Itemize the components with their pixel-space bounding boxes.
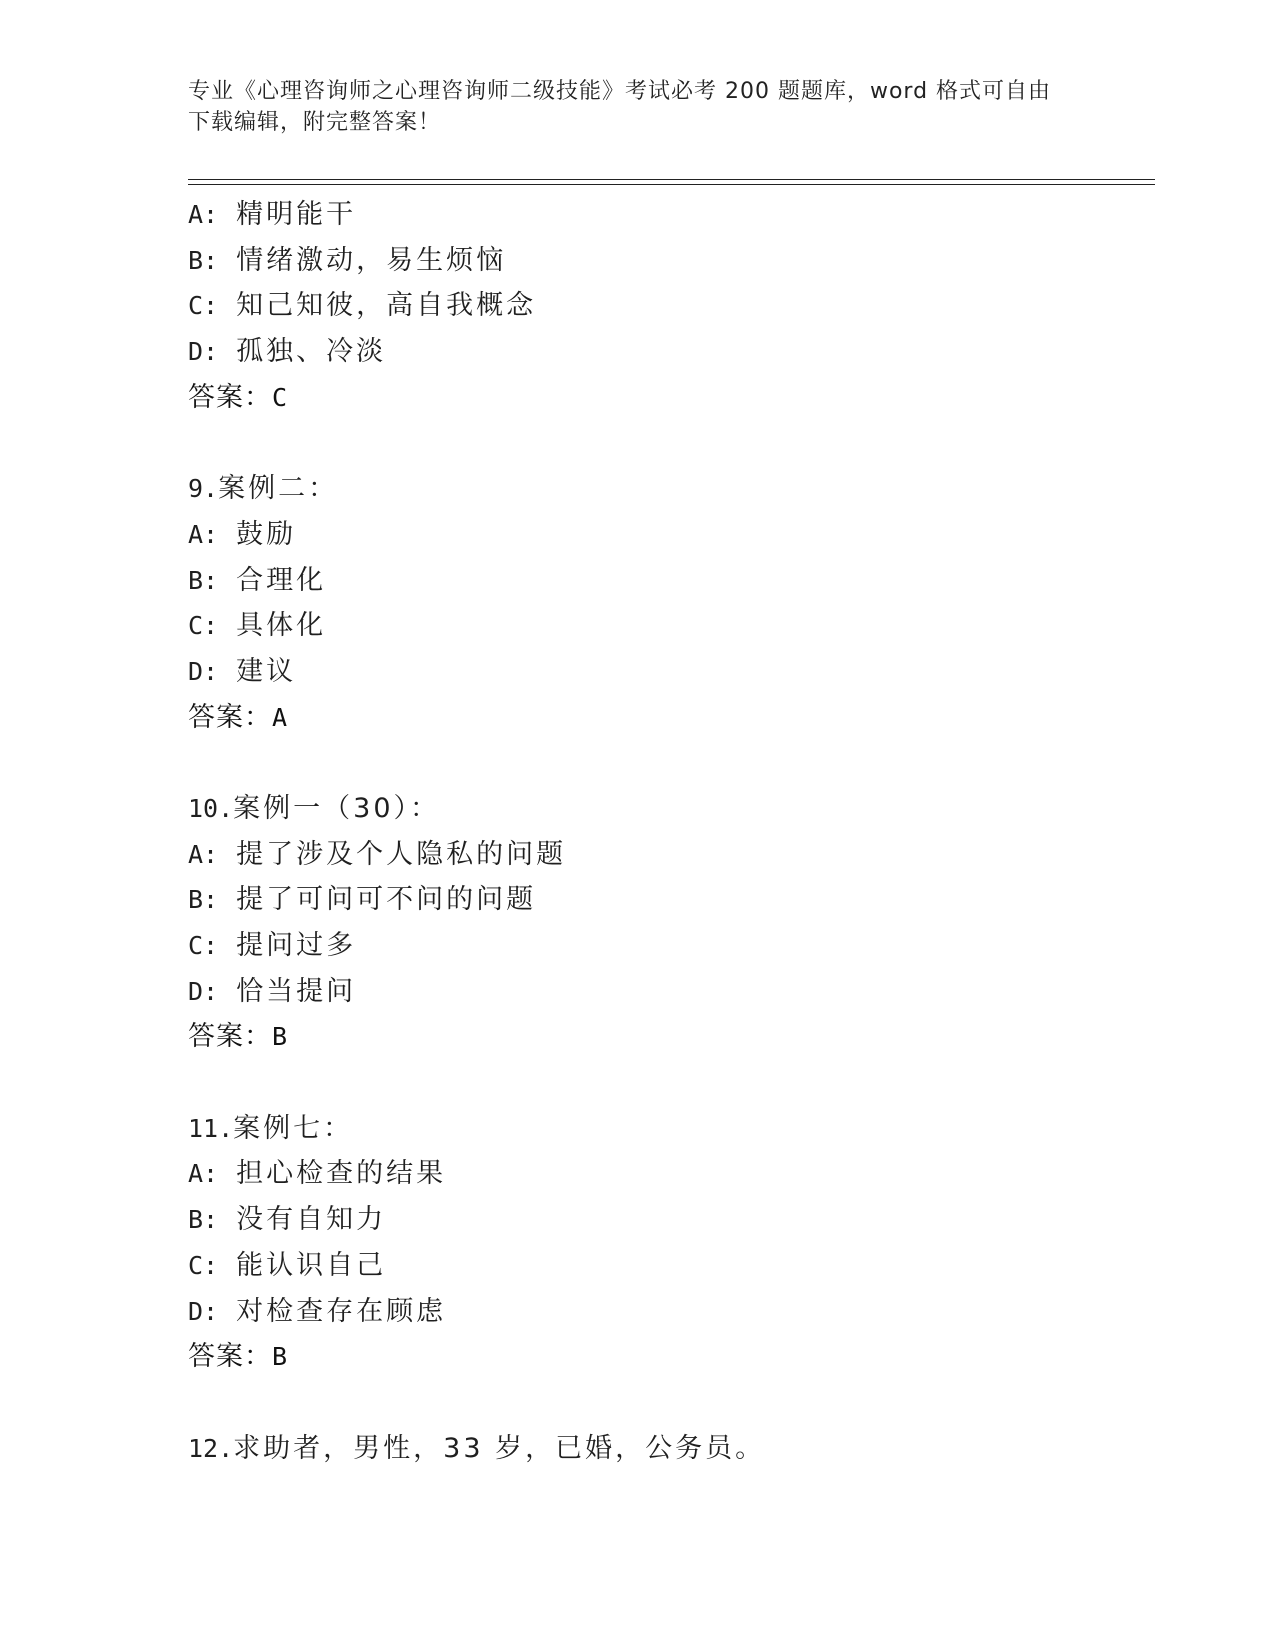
question-title: 10.案例一（30）： [188,792,441,824]
option-d: D: 孤独、冷淡 [188,336,387,368]
option-a: A: 提了涉及个人隐私的问题 [188,838,567,870]
option-b: B: 合理化 [188,564,327,596]
option-d: D: 恰当提问 [188,975,357,1007]
option-b: B: 情绪激动，易生烦恼 [188,244,507,276]
option-c: C: 能认识自己 [188,1249,387,1281]
option-a: A: 精明能干 [188,199,357,230]
question-title: 9.案例二： [188,473,339,505]
answer-line: 答案：C [188,381,289,413]
option-c: C: 提问过多 [188,930,357,961]
option-a: A: 鼓励 [188,518,297,550]
header-rule-bottom [188,184,1155,185]
option-c: C: 知己知彼，高自我概念 [188,290,537,322]
option-d: D: 对检查存在顾虑 [188,1295,447,1327]
question-list [188,192,1148,1471]
document-intro: 专业《心理咨询师之心理咨询师二级技能》考试必考 200 题题库，word 格式可自由下载编辑，附完整答案！ [188,79,1052,135]
option-a: A: 担心检查的结果 [188,1158,447,1190]
option-b: B: 提了可问可不问的问题 [188,884,537,916]
question-title: 12.求助者，男性，33 岁，已婚，公务员。 [188,1432,766,1464]
header-rule-top [188,179,1155,180]
option-d: D: 建议 [188,655,297,687]
option-b: B: 没有自知力 [188,1204,387,1236]
answer-line: 答案：B [188,1341,289,1373]
option-c: C: 具体化 [188,610,327,642]
question-title: 11.案例七： [188,1112,354,1144]
answer-line: 答案：B [188,1021,289,1053]
answer-line: 答案：A [188,701,289,733]
